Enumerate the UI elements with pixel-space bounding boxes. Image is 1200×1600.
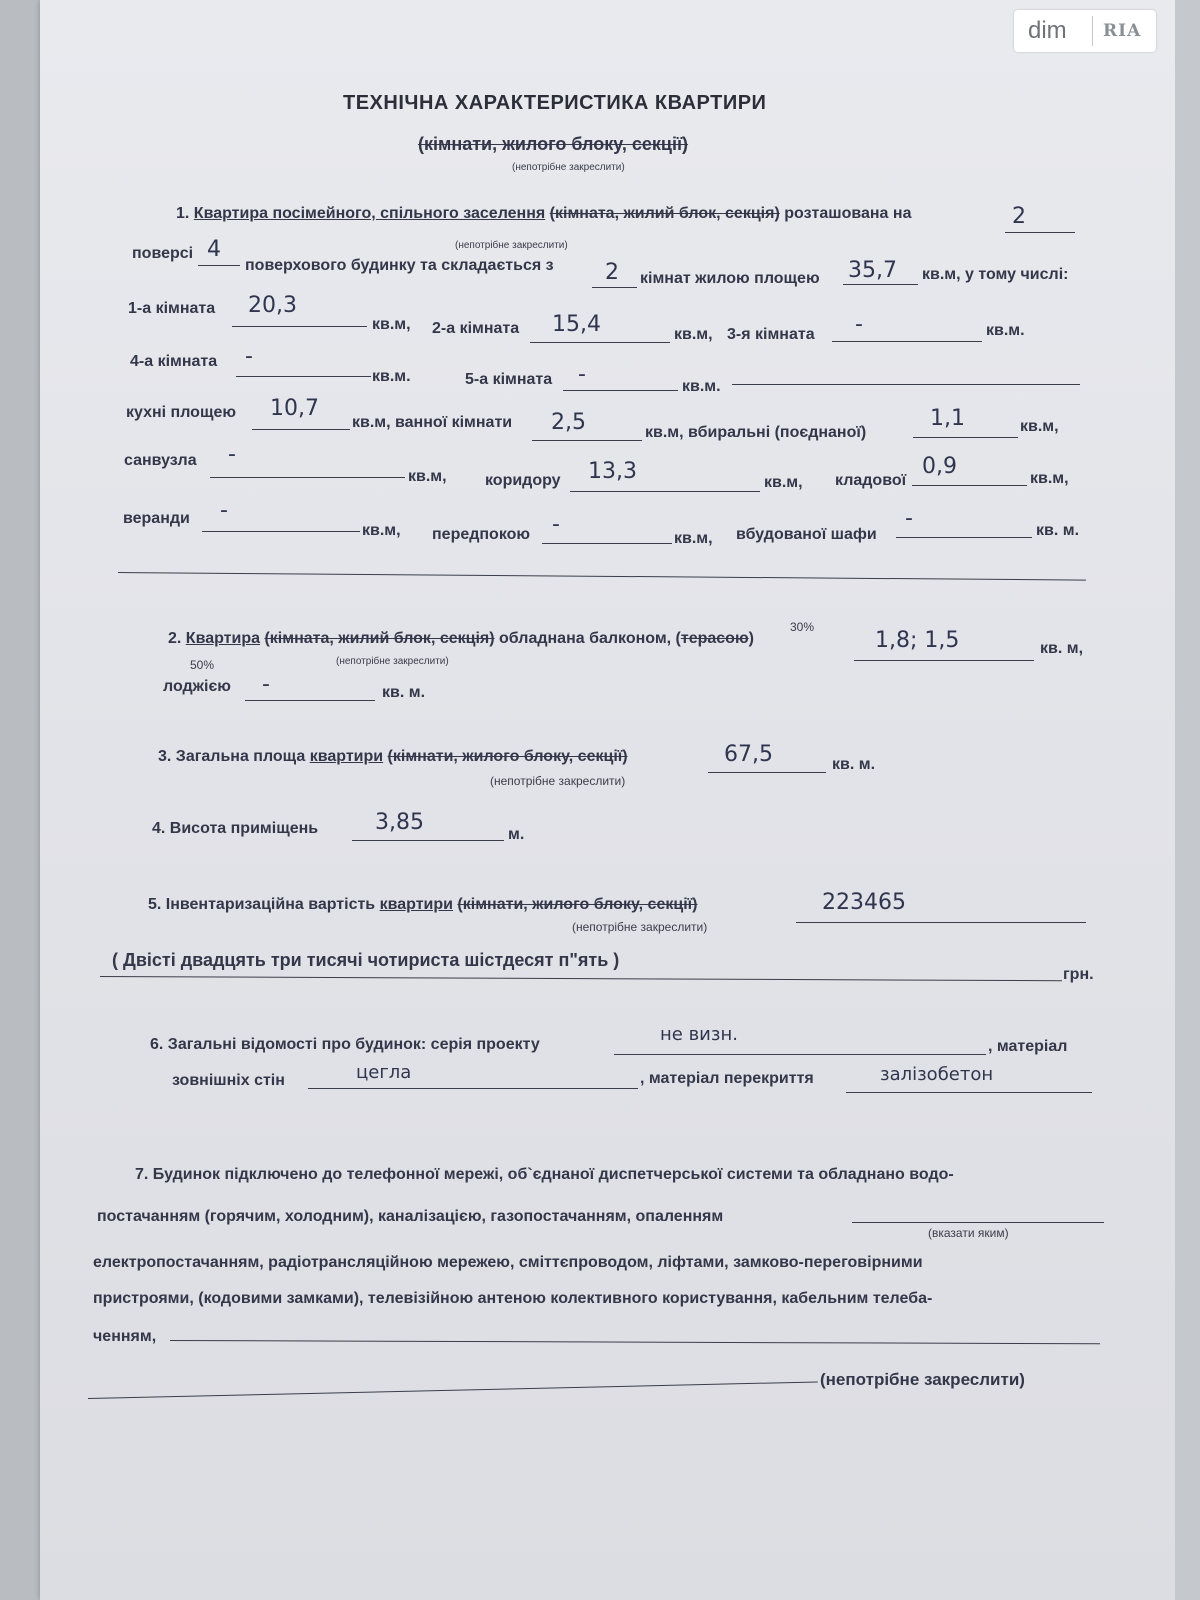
s2-number: 2.	[168, 630, 182, 647]
page-shadow	[1175, 0, 1200, 1600]
watermark-logo	[1014, 10, 1156, 52]
living-area-value: 35,7	[848, 258, 897, 283]
document-title: ТЕХНІЧНА ХАРАКТЕРИСТИКА КВАРТИРИ	[343, 92, 767, 114]
loggia-value: -	[262, 672, 270, 697]
room2-value: 15,4	[552, 312, 601, 337]
watermark-ria: RIA	[1103, 21, 1142, 41]
floor-value: 2	[1012, 204, 1026, 229]
height-unit: м.	[508, 826, 525, 843]
value-digits: 223465	[822, 890, 906, 915]
room5-value: -	[578, 362, 586, 387]
rooms-value: 2	[605, 260, 619, 285]
s3-text-b: (кімнати, жилого блоку, секції)	[387, 748, 628, 765]
subtitle-text: (кімнати, жилого блоку, секції)	[418, 134, 689, 154]
total-area-unit: кв. м.	[832, 756, 876, 773]
storeys-value: 4	[207, 237, 221, 262]
s1-number: 1.	[176, 205, 190, 222]
rooms-label: кімнат жилою площею	[640, 270, 820, 287]
s2-text-e: )	[748, 630, 754, 647]
s4-label: 4. Висота приміщень	[152, 820, 319, 837]
ceiling-value: залізобетон	[880, 1064, 994, 1085]
pct-terrace: 30%	[790, 620, 815, 634]
s7-line5: ченням,	[93, 1328, 157, 1345]
room5-label: 5-а кімната	[465, 371, 553, 388]
loggia-label: лоджією	[163, 678, 231, 695]
veranda-value: -	[220, 498, 228, 523]
hall-value: -	[552, 512, 560, 537]
s5-text-a: квартири	[379, 896, 453, 913]
kitchen-value: 10,7	[270, 396, 319, 421]
walls-value: цегла	[356, 1062, 412, 1083]
bath-unit: кв.м, вбиральні (поєднаної)	[645, 424, 867, 441]
kitchen-unit: кв.м, ванної кімнати	[352, 414, 513, 431]
s2-text-c: обладнана балконом, (	[499, 630, 681, 647]
room3-unit: кв.м.	[986, 322, 1025, 339]
series-value: не визн.	[660, 1024, 738, 1045]
s6-label: 6. Загальні відомості про будинок: серія проекту	[150, 1036, 540, 1053]
balcony-value: 1,8; 1,5	[875, 628, 960, 653]
room4-value: -	[245, 344, 253, 369]
loggia-unit: кв. м.	[382, 684, 426, 701]
closet-label: вбудованої шафи	[736, 526, 877, 543]
ceiling-label: , матеріал перекриття	[640, 1070, 814, 1087]
room1-label: 1-а кімната	[128, 300, 216, 317]
balcony-unit: кв. м,	[1040, 640, 1084, 657]
room3-value: -	[855, 312, 863, 337]
document-subtitle	[418, 134, 688, 155]
veranda-unit: кв.м,	[362, 522, 401, 539]
sanvuzol-value: -	[228, 442, 236, 467]
s7-line4: пристроями, (кодовими замками), телевізійною антеною колективного користування, кабельним телеба-	[93, 1290, 933, 1307]
storage-value: 0,9	[922, 454, 957, 479]
s7-final-note: (непотрібне закреслити)	[820, 1370, 1025, 1389]
sanvuzol-unit: кв.м,	[408, 468, 447, 485]
corridor-label: коридору	[485, 472, 561, 489]
floor-label: поверсі	[132, 245, 194, 262]
sanvuzol-label: санвузла	[124, 452, 197, 469]
s1-note: (непотрібне закреслити)	[455, 240, 568, 251]
room5-unit: кв.м.	[682, 378, 721, 395]
room1-value: 20,3	[248, 293, 297, 318]
hall-label: передпокою	[432, 526, 531, 543]
s1-line1	[176, 205, 911, 223]
veranda-label: веранди	[123, 510, 190, 527]
s1-text-c: розташована на	[784, 205, 912, 222]
toilet-value: 1,1	[930, 406, 965, 431]
incl-label: кв.м, у тому числі:	[922, 266, 1069, 283]
room4-label: 4-а кімната	[130, 353, 218, 370]
s3-line	[158, 748, 628, 766]
material-label: , матеріал	[988, 1038, 1068, 1055]
s5-text-b: (кімнати, жилого блоку, секції)	[457, 896, 698, 913]
building-label: поверхового будинку та складається з	[245, 257, 554, 274]
storage-unit: кв.м,	[1030, 470, 1069, 487]
s7-note: (вказати яким)	[928, 1226, 1009, 1240]
s5-label: 5. Інвентаризаційна вартість	[148, 896, 376, 913]
s1-text-a: Квартира посімейного, спільного заселення	[193, 205, 546, 222]
s2-line1	[168, 630, 754, 648]
s7-line2: постачанням (горячим, холодним), каналізацією, газопостачанням, опаленням	[97, 1208, 724, 1225]
s7-line3: електропостачанням, радіотрансляційною мережею, сміттєпроводом, ліфтами, замково-переговірними	[93, 1254, 923, 1271]
pct-loggia: 50%	[190, 658, 215, 672]
corridor-unit: кв.м,	[764, 474, 803, 491]
room4-unit: кв.м.	[372, 368, 411, 385]
s2-note: (непотрібне закреслити)	[336, 656, 449, 667]
s5-note: (непотрібне закреслити)	[572, 920, 708, 934]
s2-text-d: терасою	[680, 630, 749, 647]
storage-label: кладової	[835, 472, 907, 489]
value-words: ( Двісті двадцять три тисячі чотириста шістдесят п"ять )	[112, 950, 620, 970]
walls-label: зовнішніх стін	[172, 1072, 285, 1089]
s5-line	[148, 896, 697, 914]
s7-line1: 7. Будинок підключено до телефонної мережі, об`єднаної диспетчерської системи та обладнано водо-	[135, 1166, 954, 1183]
hall-unit: кв.м,	[674, 530, 713, 547]
toilet-label: вбиральні (поєднаної)	[688, 424, 867, 441]
bath-value: 2,5	[551, 410, 586, 435]
room3-label: 3-я кімната	[727, 326, 815, 343]
s3-note: (непотрібне закреслити)	[490, 774, 626, 788]
watermark-dim: dim	[1028, 17, 1067, 44]
currency: грн.	[1063, 966, 1094, 983]
toilet-unit: кв.м,	[1020, 418, 1059, 435]
subtitle-note: (непотрібне закреслити)	[512, 162, 625, 173]
room1-unit: кв.м,	[372, 316, 411, 333]
bath-label: ванної кімнати	[395, 414, 513, 431]
closet-unit: кв. м.	[1036, 522, 1080, 539]
room2-unit: кв.м,	[674, 326, 713, 343]
room2-label: 2-а кімната	[432, 320, 520, 337]
s2-text-a: Квартира	[185, 630, 260, 647]
height-value: 3,85	[375, 810, 424, 835]
s2-text-b: (кімната, жилий блок, секція)	[264, 630, 495, 647]
s3-label: 3. Загальна площа	[158, 748, 306, 765]
total-area-value: 67,5	[724, 742, 773, 767]
corridor-value: 13,3	[588, 459, 637, 484]
kitchen-label: кухні площею	[126, 404, 237, 421]
closet-value: -	[905, 506, 913, 531]
s3-text-a: квартири	[309, 748, 384, 765]
s1-text-b: (кімната, жилий блок, секція)	[549, 205, 780, 222]
